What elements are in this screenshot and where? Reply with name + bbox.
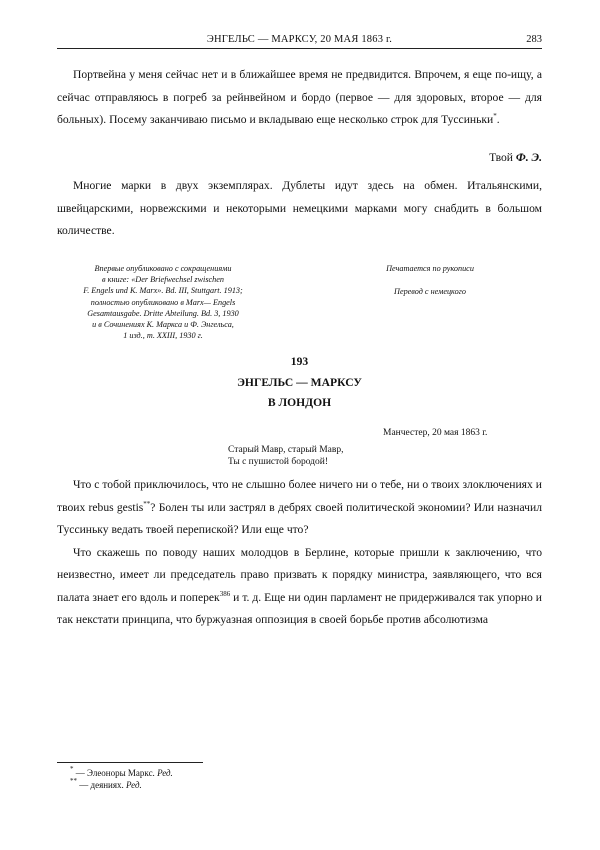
letter-destination: В ЛОНДОН [267, 396, 332, 409]
letter-heading [57, 352, 542, 414]
footnote: ** — деяниях. Ред. [70, 776, 142, 790]
translation-note: Перевод с немецкого [394, 287, 466, 297]
running-title: ЭНГЕЛЬС — МАРКСУ, 20 МАЯ 1863 г. [206, 34, 393, 45]
endnote-ref: 386 [219, 589, 231, 598]
printed-from-note: Печатается по рукописи [386, 264, 474, 273]
previous-letter-ending [57, 64, 542, 132]
footnote: * — Элеоноры Маркс. Ред. [70, 765, 173, 778]
footnote-mark: * [493, 112, 497, 120]
signature: Твой Ф. Э. [489, 151, 542, 164]
footnote-divider [57, 762, 203, 763]
epigraph: Старый Мавр, старый Мавр, Ты с пушистой бородой! [228, 445, 344, 467]
paragraph: Что с тобой приключилось, что не слышно более ничего ни о тебе, ни о твоих злоключениях и твоих rebus gestis**? Болен ты или застрял в дебрях своей политической экономии? Или назначил Туссиньку ведать твоей перепиской? Или еще что? [57, 478, 542, 536]
signature-name: Ф. Э. [515, 151, 542, 164]
page-number: 283 [526, 34, 542, 45]
source-info [360, 263, 500, 297]
footnote-mark: ** [143, 499, 151, 508]
letter-body [57, 474, 542, 632]
footnotes [70, 765, 173, 792]
paragraph: Многие марки в двух экземплярах. Дублеты идут здесь на обмен. Итальянскими, швейцарскими, норвежскими и некоторыми немецкими марками могу снабдить в большом количестве. [57, 179, 542, 237]
dateline: Манчестер, 20 мая 1863 г. [383, 428, 488, 438]
running-header [57, 34, 542, 49]
postscript [57, 175, 542, 243]
letter-number: 193 [290, 355, 309, 368]
paragraph: Портвейна у меня сейчас нет и в ближайшее время не предвидится. Впрочем, я еще по-ищу, а сейчас отправляюсь в погреб за рейнвейном и бордо (первое — для здоровых, второе — для больных). Посему заканчиваю письмо и вкладываю еще несколько строк для Туссиньки*. [57, 68, 542, 126]
paragraph: Что скажешь по поводу наших молодцов в Берлине, которые пришли к заключению, что неизвестно, имеет ли председатель право призвать к порядку министра, заявляющего, что вся палата знает его вдоль и поперек$^{386}$ и т. д. Еще ни один парламент не придерживался так упорно и так некстати принципа, что буржуазная оппозиция в своей борьбе против абсолютизма [57, 545, 542, 626]
publication-note: Впервые опубликовано с сокращениями в книге: «Der Briefwechsel zwischen F. Engels und K. Marx». Bd. III, Stuttgart. 1913; полностью опубликовано в Marx— Engels Gesamtausgabe. Dritte Abteilung. Bd. 3, 1930 и в Сочинениях К. Маркса и Ф. Энгельса, 1 изд., т. XXIII, 1930 г. [83, 264, 243, 341]
letter-title: ЭНГЕЛЬС — МАРКСУ [237, 375, 362, 389]
